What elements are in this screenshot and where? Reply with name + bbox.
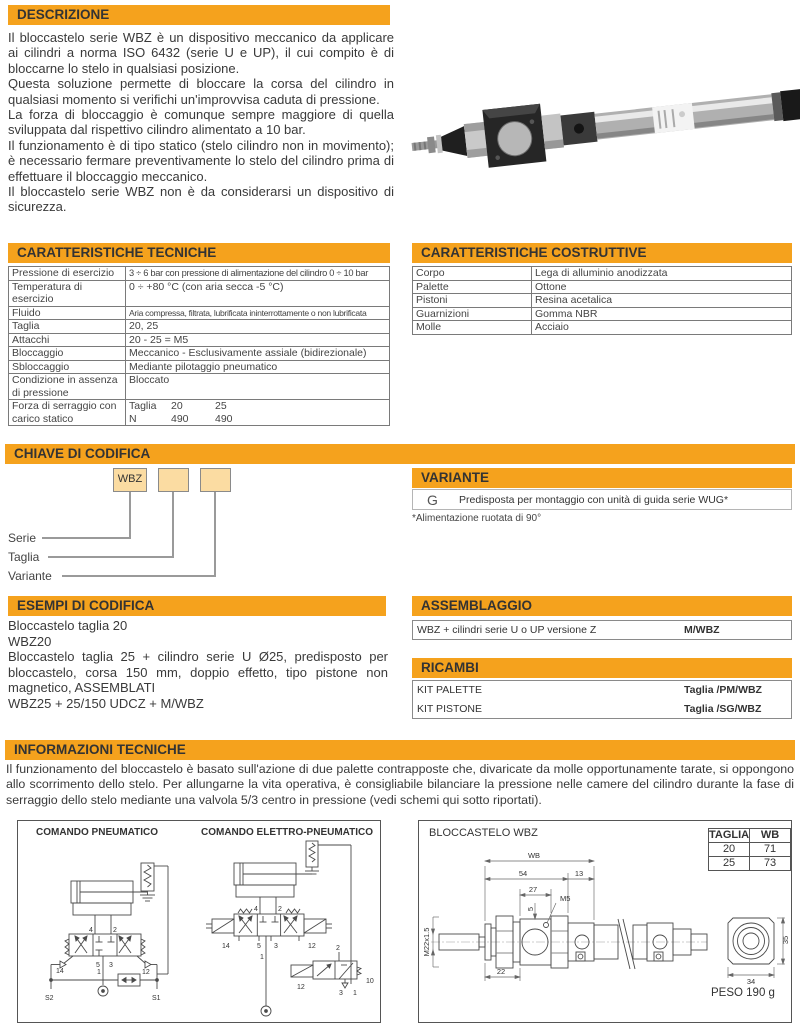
informazioni-header: INFORMAZIONI TECNICHE [5,740,795,760]
tecniche-table [8,266,390,426]
esempi-header: ESEMPI DI CODIFICA [8,596,386,616]
key-line [214,492,216,577]
forza-values: Taglia 20 25 N 490 490 [126,400,390,426]
table-row: Forza di serraggio con carico statico Taglia 20 25 N 490 490 [9,400,390,426]
dimensional-drawing-box [418,820,792,1023]
ricambi-item: KIT PISTONE [417,703,482,715]
port-label: 3 [109,962,113,969]
port-label: 12 [142,969,150,976]
variante-row [412,489,792,510]
assemblaggio-row [412,620,792,640]
table-row: TAGLIA WB [709,829,791,843]
esempio-line: WBZ20 [8,633,52,649]
dim-label: WB [527,851,541,860]
paragraph: Il bloccastelo serie WBZ è un dispositivo meccanico da applicare ai cilindri a norma ISO 6432 (serie U e UP), il cui compito è di bloccarne lo stelo in qualsiasi posizione. [8,30,394,76]
esempi-text [8,618,388,711]
key-label-variante: Variante [8,569,52,583]
port-label: 1 [353,990,357,997]
paragraph: Questa soluzione permette di bloccare la corsa del cilindro in qualsiasi momento si verifichi un'improvvisa caduta di pressione. [8,76,394,107]
table-row: Pressione di esercizio 3 ÷ 6 bar con pressione di alimentazione del cilindro 0 ÷ 10 bar [9,267,390,281]
costruttive-table [412,266,792,335]
esempio-line: WBZ25 + 25/150 UDCZ + M/WBZ [8,695,204,711]
port-label: 2 [278,906,282,913]
table-row: Bloccaggio Meccanico - Esclusivamente assiale (bidirezionale) [9,347,390,361]
ricambi-code: Taglia /SG/WBZ [684,703,762,715]
key-line [48,556,174,558]
key-line [172,492,174,558]
table-row: Corpo Lega di alluminio anodizzata [413,267,792,281]
code-box-taglia [158,468,189,492]
esempio-line: Bloccastelo taglia 25 + cilindro serie U Ø25, predisposto per bloccastelo, corsa 150 mm, doppio effetto, tipo pistone non magnetico, ASSEMBLATI [8,649,388,695]
table-row: Pistoni Resina acetalica [413,294,792,308]
pneumatic-schematics [18,821,380,1022]
key-line [129,492,131,539]
port-label: 12 [308,943,316,950]
port-label: S1 [152,995,161,1002]
port-label: 2 [336,945,340,952]
table-row: Attacchi 20 - 25 = M5 [9,333,390,347]
ricambi-code: Taglia /PM/WBZ [684,684,762,696]
table-row: Molle Acciaio [413,321,792,335]
port-label: 4 [254,906,258,913]
descrizione-text [8,30,394,215]
table-row: Fluido Aria compressa, filtrata, lubrificata ininterrottamente o non lubrificata [9,306,390,320]
port-label: 12 [297,984,305,991]
ricambi-header: RICAMBI [412,658,792,678]
port-label: S2 [45,995,54,1002]
port-label: 14 [222,943,230,950]
key-line [62,575,216,577]
assemblaggio-header: ASSEMBLAGGIO [412,596,792,616]
table-row: Palette Ottone [413,280,792,294]
port-label: 3 [274,943,278,950]
key-line [42,537,131,539]
dim-label: 22 [496,967,506,976]
costruttive-header: CARATTERISTICHE COSTRUTTIVE [412,243,792,263]
table-row: 25 73 [709,857,791,871]
variante-code: G [427,492,438,508]
tecniche-header: CARATTERISTICHE TECNICHE [8,243,390,263]
port-label: 14 [56,968,64,975]
port-label: 1 [97,969,101,976]
port-label: 4 [89,927,93,934]
dim-label: 13 [574,869,584,878]
dim-label: 35 [781,935,790,945]
table-row: Sbloccaggio Mediante pilotaggio pneumatico [9,360,390,374]
paragraph: La forza di bloccaggio è comunque sempre maggiore di quella sviluppata dal rispettivo cilindro alimentato a 10 bar. [8,107,394,138]
dim-label: M5 [560,894,571,903]
code-box-variante [200,468,231,492]
dim-label: M22x1.5 [422,927,431,957]
table-row: 20 71 [709,843,791,857]
dim-label: 34 [746,977,756,986]
variante-header: VARIANTE [412,468,792,488]
ricambi-item: KIT PALETTE [417,684,482,696]
port-label: 5 [96,962,100,969]
table-row: Condizione in assenza di pressione Bloccato [9,374,390,400]
variante-description: Predisposta per montaggio con unità di guida serie WUG* [459,494,729,506]
table-row: Guarnizioni Gomma NBR [413,307,792,321]
paragraph: Il bloccastelo serie WBZ non è da considerarsi un dispositivo di sicurezza. [8,184,394,215]
port-label: 1 [260,954,264,961]
table-row: Taglia 20, 25 [9,320,390,334]
port-label: 3 [339,990,343,997]
informazioni-text: Il funzionamento del bloccastelo è basato sull'azione di due palette contrapposte che, divaricate da molle opportunamente tarate, si oppongono allo scorrimento dello stelo. Per allungarne la vita operativa, è consigliabile bilanciare la pressione nelle camere del cilindro durante la fase di serraggio dello stelo mediante una valvola 5/3 centro in pressione (vedi schemi qui sotto riportati). [6,762,794,807]
key-label-serie: Serie [8,531,37,545]
key-label-taglia: Taglia [8,550,40,564]
ricambi-rows [412,680,792,719]
schematics-box [17,820,381,1023]
port-label: 10 [366,978,374,985]
pneumatico-title: COMANDO PNEUMATICO [36,827,159,838]
chiave-header: CHIAVE DI CODIFICA [5,444,795,464]
elettro-title: COMANDO ELETTRO-PNEUMATICO [201,827,374,838]
dim-label: 5 [526,906,535,912]
esempio-line: Bloccastelo taglia 20 [8,618,128,633]
product-photo [400,55,800,225]
peso-label: PESO 190 g [711,987,775,999]
assemblaggio-item: WBZ + cilindri serie U o UP versione Z [417,624,597,636]
port-label: 5 [257,943,261,950]
descrizione-header: DESCRIZIONE [8,5,390,25]
dim-label: 54 [518,869,528,878]
dim-label: 27 [528,885,538,894]
code-box-serie: WBZ [113,468,147,492]
variante-footnote: *Alimentazione ruotata di 90° [412,513,542,524]
port-label: 2 [113,927,117,934]
table-row: Temperatura di esercizio 0 ÷ +80 °C (con aria secca -5 °C) [9,280,390,306]
assemblaggio-code: M/WBZ [684,624,720,636]
wbz-drawing [419,821,791,1022]
bloccastelo-title: BLOCCASTELO WBZ [429,827,538,839]
paragraph: Il funzionamento è di tipo statico (stelo cilindro non in movimento); è necessario fermare preventivamente lo stelo del cilindro prima di effettuare il bloccaggio meccanico. [8,137,394,184]
